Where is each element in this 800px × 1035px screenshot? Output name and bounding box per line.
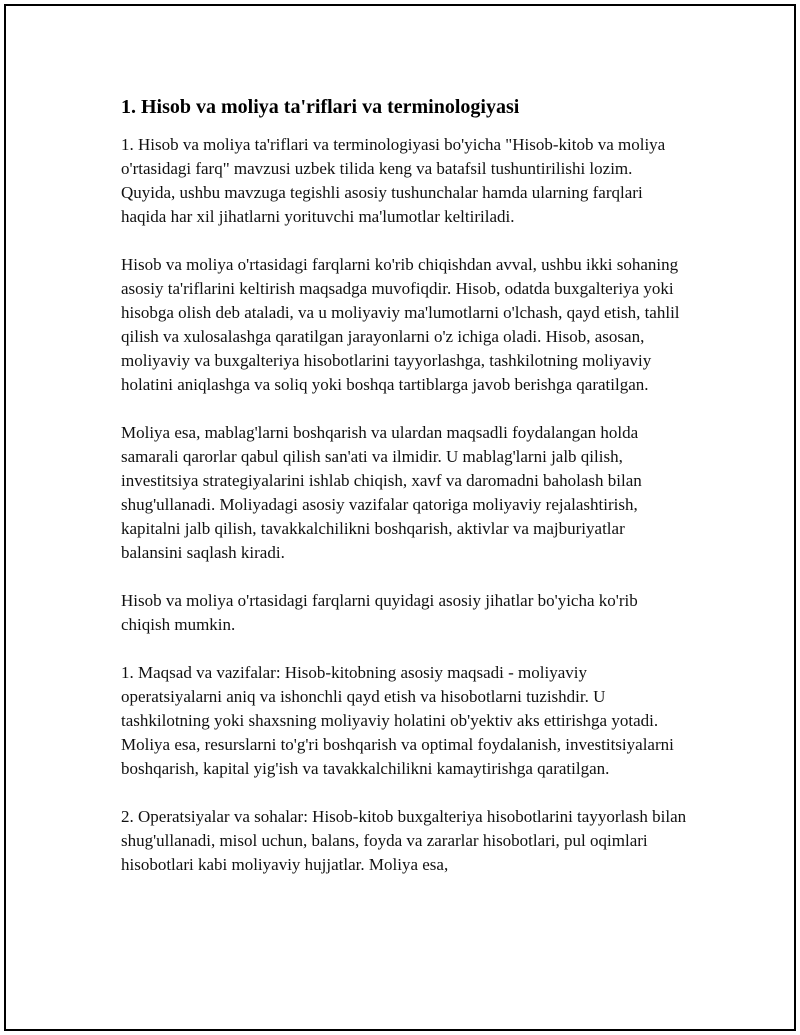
paragraph-point-2: 2. Operatsiyalar va sohalar: Hisob-kitob buxgalteriya hisobotlarini tayyorlash bilan shug'ullanadi, misol uchun, balans, foyda va zararlar hisobotlari, pul oqimlari hisobotlari kabi moliyaviy hujjatlar. Moliya esa, — [121, 807, 687, 874]
paragraph-intro: 1. Hisob va moliya ta'riflari va terminologiyasi bo'yicha "Hisob-kitob va moliya o'rtasidagi farq" mavzusi uzbek tilida keng va batafsil tushuntirilishi lozim. Quyida, ushbu mavzuga tegishli asosiy tushunchalar hamda ularning farqlari haqida har xil jihatlarni yorituvchi ma'lumotlar keltiriladi. — [121, 135, 666, 226]
paragraph-moliya-definition: Moliya esa, mablag'larni boshqarish va ulardan maqsadli foydalangan holda samarali qarorlar qabul qilish san'ati va ilmidir. U mablag'larni jalb qilish, investitsiya strategiyalarini ishlab chiqish, xavf va daromadni baholash bilan shug'ullanadi. Moliyadagi asosiy vazifalar qatoriga moliyaviy rejalashtirish, kapitalni jalb qilish, tavakkalchilikni boshqarish, aktivlar va majburiyatlar balansini saqlash kiradi. — [121, 423, 642, 562]
document-content — [119, 94, 689, 901]
document-title: 1. Hisob va moliya ta'riflari va terminologiyasi — [121, 96, 520, 118]
paragraph-hisob-definition: Hisob va moliya o'rtasidagi farqlarni ko'rib chiqishdan avval, ushbu ikki sohaning asosiy ta'riflarini keltirish maqsadga muvofiqdir. Hisob, odatda buxgalteriya yoki hisobga olish deb ataladi, va u moliyaviy ma'lumotlarni o'lchash, qayd etish, tahlil qilish va xulosalashga qaratilgan jarayonlarni o'z ichiga oladi. Hisob, asosan, moliyaviy va buxgalteriya hisobotlarini tayyorlashga, tashkilotning moliyaviy holatini aniqlashga va soliq yoki boshqa tartiblarga javob berishga qaratilgan. — [121, 255, 680, 394]
paragraph-point-1: 1. Maqsad va vazifalar: Hisob-kitobning asosiy maqsadi - moliyaviy operatsiyalarni aniq va ishonchli qayd etish va hisobotlarni tuzishdir. U tashkilotning yoki shaxsning moliyaviy holatini ob'yektiv aks ettirishga yotadi. Moliya esa, resurslarni to'g'ri boshqarish va optimal foydalanish, investitsiyalarni boshqarish, kapital yig'ish va tavakkalchilikni kamaytirishga qaratilgan. — [121, 663, 674, 778]
paragraph-differences-intro: Hisob va moliya o'rtasidagi farqlarni quyidagi asosiy jihatlar bo'yicha ko'rib chiqish mumkin. — [121, 591, 638, 634]
document-page — [4, 4, 796, 1031]
